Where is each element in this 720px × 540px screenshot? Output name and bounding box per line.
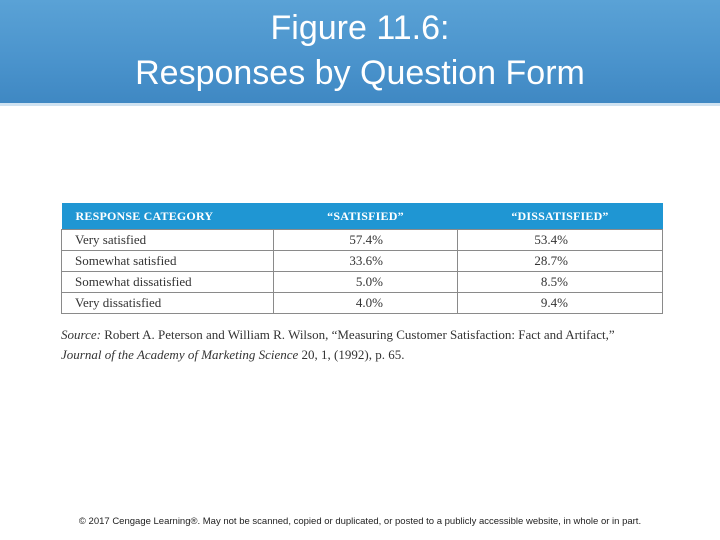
copyright-footer: © 2017 Cengage Learning®. May not be scanned, copied or duplicated, or posted to a publicly accessible website, in whole or in part. xyxy=(78,516,642,527)
row-dissatisfied-value: 8.5% xyxy=(458,272,663,293)
source-label: Source: xyxy=(61,327,101,342)
source-text-authors: Robert A. Peterson and William R. Wilson, “Measuring Customer Satisfaction: Fact and Artifact,” xyxy=(104,327,615,342)
row-satisfied-value: 4.0% xyxy=(274,293,458,314)
column-header-satisfied: “SATISFIED” xyxy=(274,203,458,230)
source-journal: Journal of the Academy of Marketing Science xyxy=(61,347,299,362)
column-header-dissatisfied: “DISSATISFIED” xyxy=(458,203,663,230)
source-citation xyxy=(61,325,701,365)
slide-title-line-1: Figure 11.6: xyxy=(270,9,450,47)
row-dissatisfied-value: 53.4% xyxy=(458,230,663,251)
row-satisfied-value: 33.6% xyxy=(274,251,458,272)
row-dissatisfied-value: 9.4% xyxy=(458,293,663,314)
row-dissatisfied-value: 28.7% xyxy=(458,251,663,272)
responses-table-container xyxy=(61,203,662,314)
row-satisfied-value: 57.4% xyxy=(274,230,458,251)
slide-title xyxy=(0,6,720,96)
source-text-details: 20, 1, (1992), p. 65. xyxy=(301,347,405,362)
slide-title-line-2: Responses by Question Form xyxy=(135,54,585,92)
table-header-row xyxy=(62,203,663,230)
column-header-category: RESPONSE CATEGORY xyxy=(62,203,274,230)
row-satisfied-value: 5.0% xyxy=(274,272,458,293)
table-row xyxy=(62,230,663,251)
title-banner xyxy=(0,0,720,106)
table-row xyxy=(62,293,663,314)
row-category: Very satisfied xyxy=(62,230,274,251)
responses-table xyxy=(61,203,663,314)
row-category: Somewhat satisfied xyxy=(62,251,274,272)
table-row xyxy=(62,272,663,293)
row-category: Somewhat dissatisfied xyxy=(62,272,274,293)
row-category: Very dissatisfied xyxy=(62,293,274,314)
table-row xyxy=(62,251,663,272)
